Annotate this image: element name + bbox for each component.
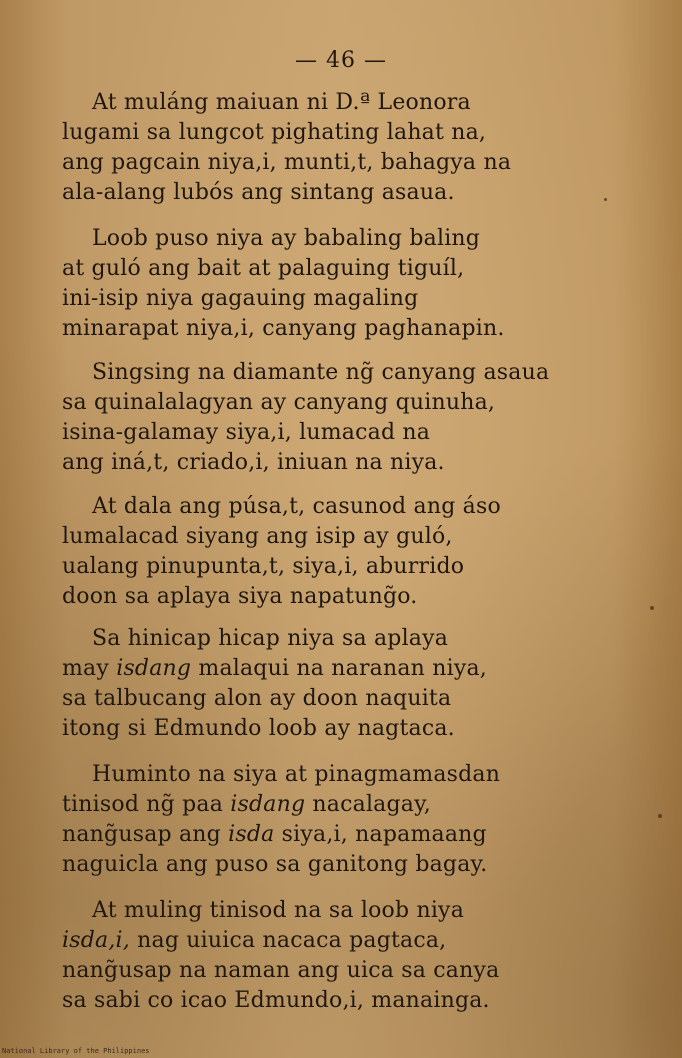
italic-word: isda	[228, 822, 275, 847]
verse-line: isina-galamay siya,i, lumacad na	[62, 420, 431, 445]
verse-line	[62, 820, 672, 850]
verse-line: Singsing na diamante ng̃ canyang asaua	[92, 360, 550, 385]
paper-speck	[650, 606, 654, 610]
verse-line	[62, 790, 672, 820]
verse-line: sa sabi co icao Edmundo,i, manainga.	[62, 988, 490, 1013]
verse-line: ang iná,t, criado,i, iniuan na niya.	[62, 450, 445, 475]
stanza-4	[62, 492, 672, 612]
paper-speck	[658, 814, 662, 818]
stanza-6	[62, 760, 672, 880]
verse-line	[62, 926, 672, 956]
verse-line: ala-alang lubós ang sintang asaua.	[62, 180, 455, 205]
page-number: — 46 —	[295, 48, 387, 73]
verse-text: may	[62, 656, 117, 681]
italic-word: isdang	[116, 656, 192, 681]
verse-line: At muling tinisod na sa loob niya	[92, 898, 465, 923]
verse-line: lugami sa lungcot pighating lahat na,	[62, 120, 487, 145]
verse-line: doon sa aplaya siya napatung̃o.	[62, 584, 418, 609]
verse-line: at guló ang bait at palaguing tiguíl,	[62, 256, 465, 281]
italic-word: isdang	[230, 792, 306, 817]
stanza-1	[62, 88, 672, 208]
stanza-3	[62, 358, 672, 478]
paper-speck	[604, 198, 607, 201]
verse-line: Sa hinicap hicap niya sa aplaya	[92, 626, 449, 651]
verse-line: At muláng maiuan ni D.ª Leonora	[92, 90, 471, 115]
stanza-5	[62, 624, 672, 744]
verse-line: Loob puso niya ay babaling baling	[92, 226, 481, 251]
verse-text: nacalagay,	[305, 792, 432, 817]
verse-text: tinisod ng̃ paa	[62, 792, 231, 817]
verse-line: itong si Edmundo loob ay nagtaca.	[62, 716, 455, 741]
verse-line: lumalacad siyang ang isip ay guló,	[62, 524, 453, 549]
verse-line: ualang pinupunta,t, siya,i, aburrido	[62, 554, 465, 579]
verse-text: siya,i, napamaang	[274, 822, 487, 847]
stanza-7	[62, 896, 672, 1016]
verse-text: nag uiuica nacaca pagtaca,	[129, 928, 447, 953]
library-credit: National Library of the Philippines	[2, 1047, 150, 1055]
verse-line: sa talbucang alon ay doon naquita	[62, 686, 452, 711]
verse-line: nang̃usap na naman ang uica sa canya	[62, 958, 500, 983]
verse-line: naguicla ang puso sa ganitong bagay.	[62, 852, 488, 877]
verse-text: nang̃usap ang	[62, 822, 229, 847]
italic-word: isda,i,	[62, 928, 130, 953]
verse-line: minarapat niya,i, canyang paghanapin.	[62, 316, 505, 341]
stanza-2	[62, 224, 672, 344]
verse-line: Huminto na siya at pinagmamasdan	[92, 762, 501, 787]
verse-line: ini-isip niya gagauing magaling	[62, 286, 419, 311]
verse-line: sa quinalalagyan ay canyang quinuha,	[62, 390, 496, 415]
verse-text: malaqui na naranan niya,	[191, 656, 487, 681]
verse-line: At dala ang púsa,t, casunod ang áso	[92, 494, 501, 519]
verse-line	[62, 654, 672, 684]
verse-line: ang pagcain niya,i, munti,t, bahagya na	[62, 150, 512, 175]
